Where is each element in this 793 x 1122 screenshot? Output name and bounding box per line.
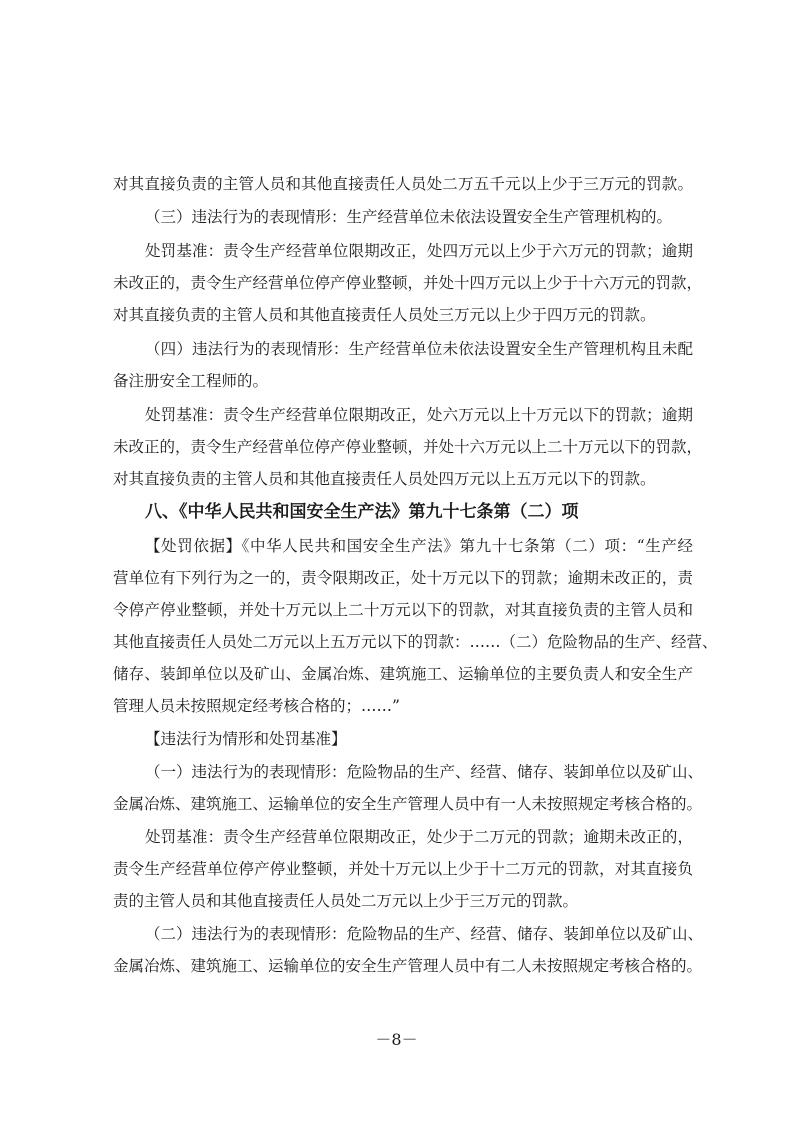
paragraph-line: 其他直接责任人员处二万元以上五万元以下的罚款：……（二）危险物品的生产、经营、 (113, 633, 718, 651)
paragraph-line: 管理人员未按照规定经考核合格的；……” (113, 697, 400, 715)
paragraph-line: 处罚基准：责令生产经营单位限期改正，处少于二万元的罚款；逾期未改正的， (145, 828, 693, 846)
section-heading: 八、《中华人民共和国安全生产法》第九十七条第（二）项 (145, 502, 579, 522)
subsection-label: 【违法行为情形和处罚基准】 (145, 730, 347, 748)
paragraph-line: 未改正的，责令生产经营单位停产停业整顿，并处十六万元以上二十万元以下的罚款， (113, 438, 703, 456)
paragraph-line: 对其直接负责的主管人员和其他直接责任人员处三万元以上少于四万元的罚款。 (113, 306, 656, 324)
paragraph-line: 责的主管人员和其他直接责任人员处二万元以上少于三万元的罚款。 (113, 892, 579, 910)
page-number: －8－ (375, 1030, 418, 1049)
paragraph-line: 处罚基准：责令生产经营单位限期改正，处四万元以上少于六万元的罚款；逾期 (145, 242, 693, 260)
paragraph-line: （三）违法行为的表现情形：生产经营单位未依法设置安全生产管理机构的。 (145, 208, 673, 226)
paragraph-line: 未改正的，责令生产经营单位停产停业整顿，并处十四万元以上少于十六万元的罚款， (113, 274, 703, 292)
paragraph-line: 对其直接负责的主管人员和其他直接责任人员处四万元以上五万元以下的罚款。 (113, 470, 656, 488)
paragraph-line: （四）违法行为的表现情形：生产经营单位未依法设置安全生产管理机构且未配 (145, 340, 693, 358)
paragraph-line: 处罚基准：责令生产经营单位限期改正，处六万元以上十万元以下的罚款；逾期 (145, 406, 693, 424)
paragraph-line: 储存、装卸单位以及矿山、金属冶炼、建筑施工、运输单位的主要负责人和安全生产 (113, 665, 693, 683)
paragraph-line: 责令生产经营单位停产停业整顿，并处十万元以上少于十二万元的罚款，对其直接负 (113, 860, 693, 878)
paragraph-line: 对其直接负责的主管人员和其他直接责任人员处二万五千元以上少于三万元的罚款。 (113, 175, 693, 193)
paragraph-line: 金属冶炼、建筑施工、运输单位的安全生产管理人员中有二人未按照规定考核合格的。 (113, 957, 703, 975)
paragraph-line: 营单位有下列行为之一的，责令限期改正，处十万元以下的罚款；逾期未改正的，责 (113, 569, 693, 587)
paragraph-line: 金属冶炼、建筑施工、运输单位的安全生产管理人员中有一人未按照规定考核合格的。 (113, 795, 703, 813)
paragraph-line: 【处罚依据】《中华人民共和国安全生产法》第九十七条第（二）项：“生产经 (145, 537, 693, 555)
paragraph-line: （二）违法行为的表现情形：危险物品的生产、经营、储存、装卸单位以及矿山、 (145, 925, 704, 943)
paragraph-line: 令停产停业整顿，并处十万元以上二十万元以下的罚款，对其直接负责的主管人员和 (113, 601, 693, 619)
paragraph-line: 备注册安全工程师的。 (113, 372, 269, 390)
paragraph-line: （一）违法行为的表现情形：危险物品的生产、经营、储存、装卸单位以及矿山、 (145, 763, 704, 781)
